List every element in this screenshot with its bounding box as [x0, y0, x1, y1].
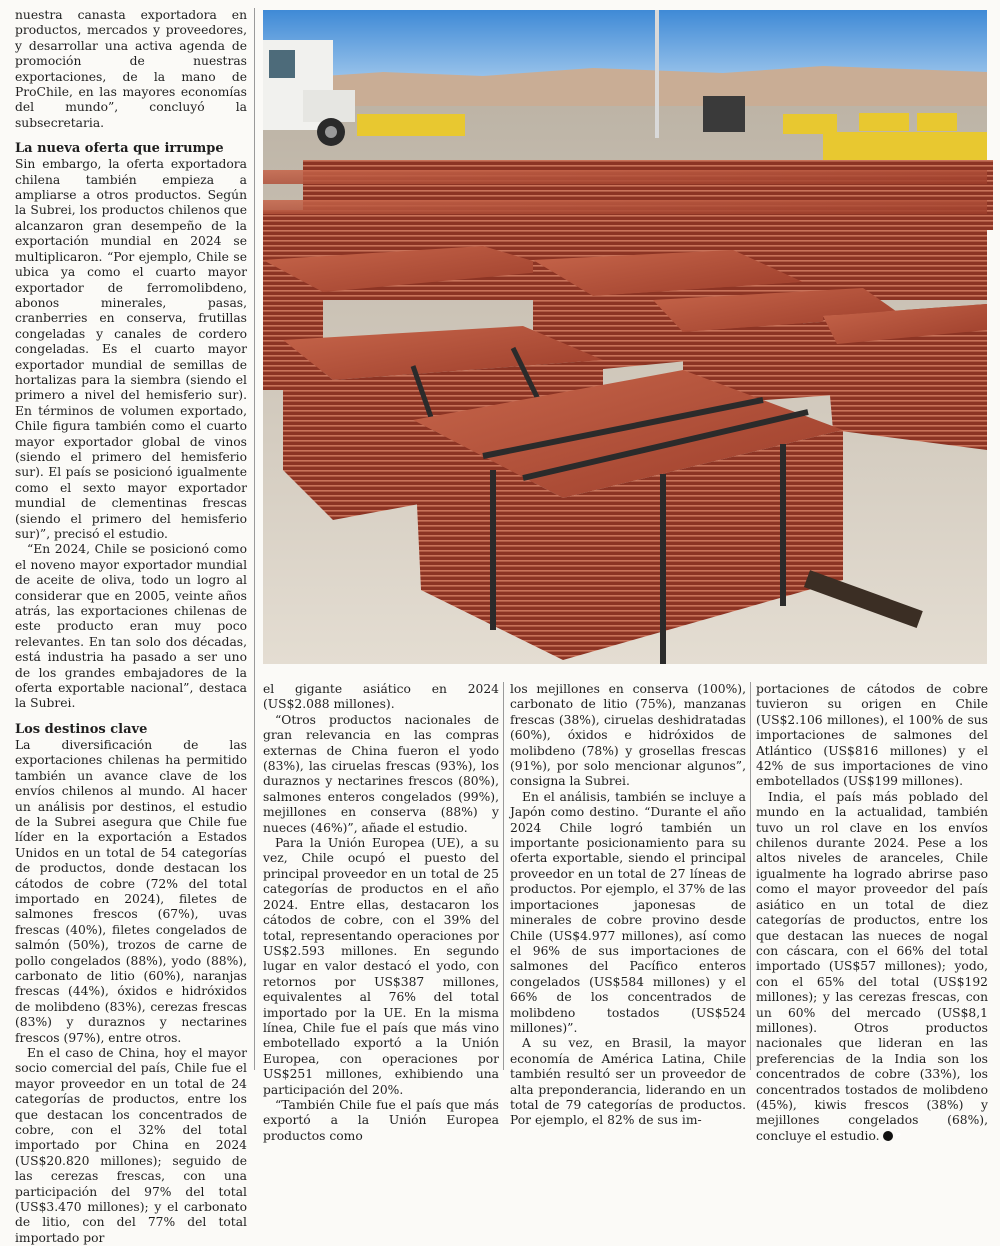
- column-divider: [503, 682, 504, 1070]
- section-heading-destinos-clave: Los destinos clave: [15, 721, 148, 737]
- end-of-article-icon: P: [883, 1131, 893, 1141]
- barrier: [783, 114, 837, 134]
- paragraph: los mejillones en conserva (100%), carbonato de litio (75%), manzanas frescas (38%), ciruelas deshidratadas (60%), óxidos e hidróxidos de molibdeno (78%) y grosellas frescas (91%), por solo mencionar algunos”, consigna la Subrei.: [510, 682, 746, 789]
- paragraph: Para la Unión Europea (UE), a su vez, Chile ocupó el puesto del principal proveedor en un total de 25 categorías de productos en el año 2024. Entre ellas, destacaron los cátodos de cobre, con el 39% del total, representando operaciones por US$2.593 millones. En segundo lugar en valor destacó el yodo, con retornos por US$387 millones, equivalentes al 76% del total importado por la UE. En la misma línea, Chile fue el país que más vino embotellado exportó a la Unión Europea, con operaciones por US$251 millones, exhibiendo una participación del 20%.: [263, 836, 499, 1097]
- article-column-3: [510, 682, 746, 1128]
- barrier: [823, 132, 987, 164]
- paragraph: el gigante asiático en 2024 (US$2.088 millones).: [263, 682, 499, 712]
- paragraph: [756, 790, 988, 1144]
- barrier: [917, 113, 957, 131]
- paragraph: nuestra canasta exportadora en productos, mercados y proveedores, y desarrollar una activa agenda de promoción de nuestras exportaciones, de la mano de ProChile, en las mayores economías del mundo”, concluyó la subsecretaria.: [15, 8, 247, 130]
- article-column-2: [263, 682, 499, 1143]
- paragraph: A su vez, en Brasil, la mayor economía de América Latina, Chile también resultó ser un proveedor de alta preponderancia, liderando en un total de 79 categorías de productos. Por ejemplo, el 82% de sus im-: [510, 1036, 746, 1128]
- barrier: [859, 113, 909, 131]
- article-column-1: [15, 8, 247, 1245]
- barrier: [357, 114, 465, 136]
- article-column-4: [756, 682, 988, 1143]
- pole: [655, 10, 659, 138]
- cathode-stack: [823, 304, 987, 450]
- paragraph: En el caso de China, hoy el mayor socio comercial del país, Chile fue el mayor proveedor en un total de 24 categorías de productos, entre los que destacan los concentrados de cobre, con el 32% del total importado por China en 2024 (US$20.820 millones); seguido de las cerezas frescas, con una participación del 97% del total (US$3.470 millones); y el carbonato de litio, con del 77% del total importado por: [15, 1046, 247, 1245]
- paragraph: “En 2024, Chile se posicionó como el noveno mayor exportador mundial de aceite de oliva, todo un logro al considerar que en 2005, veinte años atrás, las exportaciones chilenas de este producto eran muy poco relevantes. En tan solo dos décadas, está industria ha pasado a ser uno de los grandes embajadores de la oferta exportable nacional”, destaca la Subrei.: [15, 542, 247, 711]
- paragraph: “Otros productos nacionales de gran relevancia en las compras externas de China fueron el yodo (83%), las ciruelas frescas (93%), los duraznos y nectarines frescos (80%), salmones enteros congelados (99%), mejillones en conserva (88%) y nueces (46%)”, añade el estudio.: [263, 712, 499, 835]
- column-divider: [750, 682, 751, 1070]
- sign: [703, 96, 745, 132]
- paragraph: portaciones de cátodos de cobre tuvieron su origen en Chile (US$2.106 millones), el 100% de sus importaciones de salmones del Atlántico (US$816 millones) y el 42% de sus importaciones de vino embotellados (US$199 millones).: [756, 682, 988, 789]
- paragraph-text: India, el país más poblado del mundo en la actualidad, también tuvo un rol clave en los envíos chilenos durante 2024. Pese a los altos niveles de aranceles, Chile igualmente ha logrado abrirse paso como el mayor proveedor del país asiático en un total de diez categorías de productos, entre los que destacan las nueces de nogal con cáscara, con el 66% del total importado (US$57 millones); yodo, con el 65% del total (US$192 millones); y las cerezas frescas, con un 60% del mercado (US$8,1 millones). Otros productos nacionales que lideran en las preferencias de la India son los concentrados de cobre (33%), los concentrados tostados de molibdeno (45%), kiwis frescos (38%) y mejillones congelados (68%), concluye el estudio.: [756, 789, 988, 1143]
- section-heading-nueva-oferta: La nueva oferta que irrumpe: [15, 141, 224, 157]
- paragraph: Sin embargo, la oferta exportadora chilena también empieza a ampliarse a otros productos. Según la Subrei, los productos chilenos que alcanzaron gran desempeño de la exportación mundial en 2024 se multiplicaron. “Por ejemplo, Chile se ubica ya como el cuarto mayor exportador de ferromolibdeno, abonos minerales, pasas, cranberries en conserva, frutillas congeladas y canales de cordero congeladas. Es el cuarto mayor exportador mundial de semillas de hortalizas para la siembra (siendo el primero a nivel del hemisferio sur). En términos de volumen exportado, Chile figura también como el cuarto mayor exportador global de vinos (siendo el primero del hemisferio sur). El país se posicionó igualmente como el sexto mayor exportador mundial de clementinas frescas (siendo el primero del hemisferio sur)”, precisó el estudio.: [15, 157, 247, 541]
- paragraph: En el análisis, también se incluye a Japón como destino. “Durante el año 2024 Chile logró también un importante posicionamiento para su oferta exportable, siendo el principal proveedor en un total de 27 líneas de productos. Por ejemplo, el 37% de las importaciones japonesas de minerales de cobre provino desde Chile (US$4.977 millones), así como el 96% de sus importaciones de salmones del Pacífico enteros congelados (US$584 millones) y el 66% de los concentrados de molibdeno tostados (US$524 millones)”.: [510, 789, 746, 1035]
- column-divider: [254, 8, 255, 1070]
- copper-cathodes-photo: [263, 10, 987, 664]
- paragraph: “También Chile fue el país que más exportó a la Unión Europea productos como: [263, 1097, 499, 1143]
- paragraph: La diversificación de las exportaciones chilenas ha permitido también un avance clave de los envíos chilenos al mundo. Al hacer un análisis por destinos, el estudio de la Subrei asegura que Chile fue líder en la exportación a Estados Unidos en un total de 54 categorías de productos, donde destacan los cátodos de cobre (72% del total importado en 2024), filetes de salmones frescos (67%), uvas frescas (40%), filetes congelados de salmón (50%), trozos de carne de pollo congelados (88%), yodo (88%), carbonato de litio (60%), naranjas frescas (44%), óxidos e hidróxidos de molibdeno (83%), cerezas frescas (83%) y duraznos y nectarines frescos (97%), entre otros.: [15, 737, 247, 1045]
